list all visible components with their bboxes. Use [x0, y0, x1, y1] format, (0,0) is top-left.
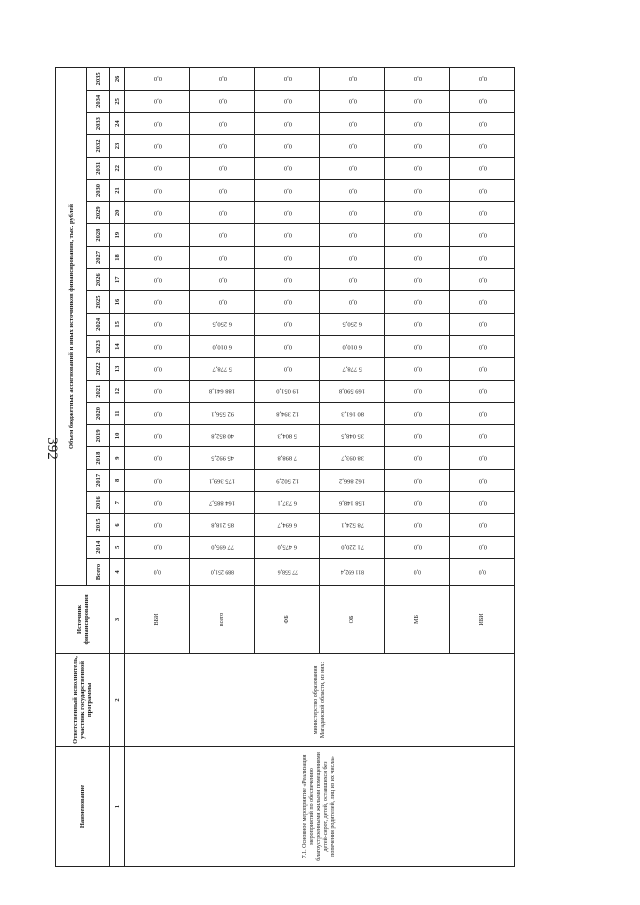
- year-value-cell: 0,0: [450, 469, 515, 491]
- year-value-cell: 0,0: [125, 90, 190, 112]
- year-value-cell: 0,0: [450, 179, 515, 201]
- year-value-cell: 0,0: [125, 291, 190, 313]
- year-value-cell: 0,0: [255, 291, 320, 313]
- year-header: 2021: [87, 380, 110, 402]
- column-number: 4: [110, 558, 125, 585]
- year-value-cell: 85 218,8: [190, 514, 255, 536]
- source-cell: ВБИ: [125, 585, 190, 653]
- column-number: 13: [110, 358, 125, 380]
- column-number: 3: [110, 585, 125, 653]
- year-value-cell: 0,0: [125, 68, 190, 91]
- year-value-cell: 0,0: [125, 536, 190, 558]
- year-value-cell: 0,0: [385, 313, 450, 335]
- executor-cell: министерство образования Магаданской области, из них:: [125, 653, 515, 746]
- year-value-cell: 0,0: [450, 425, 515, 447]
- year-value-cell: 0,0: [125, 469, 190, 491]
- source-cell: МБ: [385, 585, 450, 653]
- year-value-cell: 0,0: [125, 514, 190, 536]
- year-value-cell: 0,0: [255, 313, 320, 335]
- column-number: 9: [110, 447, 125, 469]
- table-row: [125, 68, 190, 867]
- year-header: Всего: [87, 558, 110, 585]
- year-value-cell: 0,0: [190, 90, 255, 112]
- year-value-cell: 40 852,8: [190, 425, 255, 447]
- year-value-cell: 0,0: [320, 135, 385, 157]
- year-value-cell: 0,0: [450, 68, 515, 91]
- column-number: 14: [110, 335, 125, 357]
- year-value-cell: 0,0: [125, 492, 190, 514]
- year-value-cell: 0,0: [255, 358, 320, 380]
- column-number: 23: [110, 135, 125, 157]
- header-source: Источник финансирования: [56, 585, 110, 653]
- year-value-cell: 0,0: [385, 179, 450, 201]
- year-value-cell: 78 524,1: [320, 514, 385, 536]
- year-value-cell: 0,0: [385, 358, 450, 380]
- year-value-cell: 0,0: [190, 157, 255, 179]
- year-value-cell: 175 369,1: [190, 469, 255, 491]
- year-value-cell: 0,0: [385, 425, 450, 447]
- year-header: 2018: [87, 447, 110, 469]
- year-value-cell: 0,0: [385, 157, 450, 179]
- year-value-cell: 0,0: [385, 291, 450, 313]
- year-value-cell: 80 161,3: [320, 402, 385, 424]
- year-value-cell: 0,0: [125, 224, 190, 246]
- column-number: 2: [110, 653, 125, 746]
- year-value-cell: 71 220,0: [320, 536, 385, 558]
- year-value-cell: 0,0: [385, 224, 450, 246]
- year-header: 2023: [87, 335, 110, 357]
- year-value-cell: 0,0: [320, 90, 385, 112]
- year-value-cell: 38 093,7: [320, 447, 385, 469]
- column-number: 6: [110, 514, 125, 536]
- year-value-cell: 45 992,5: [190, 447, 255, 469]
- column-number: 25: [110, 90, 125, 112]
- total-value-cell: 889 251,0: [190, 558, 255, 585]
- year-value-cell: 0,0: [450, 224, 515, 246]
- year-value-cell: 0,0: [450, 135, 515, 157]
- year-header: 2019: [87, 425, 110, 447]
- year-header: 2032: [87, 135, 110, 157]
- year-value-cell: 0,0: [190, 202, 255, 224]
- year-value-cell: 5 804,3: [255, 425, 320, 447]
- header-funding: Объем бюджетных ассигнований и иных источников финансирования, тыс. рублей: [56, 68, 87, 586]
- year-value-cell: 0,0: [450, 358, 515, 380]
- year-value-cell: 0,0: [320, 224, 385, 246]
- year-header: 2035: [87, 68, 110, 91]
- year-value-cell: 0,0: [385, 335, 450, 357]
- year-value-cell: 0,0: [320, 269, 385, 291]
- year-value-cell: 0,0: [385, 202, 450, 224]
- year-value-cell: 0,0: [385, 68, 450, 91]
- year-value-cell: 0,0: [320, 179, 385, 201]
- year-value-cell: 0,0: [190, 179, 255, 201]
- year-value-cell: 0,0: [450, 246, 515, 268]
- year-value-cell: 0,0: [385, 492, 450, 514]
- year-value-cell: 0,0: [190, 68, 255, 91]
- year-value-cell: 0,0: [450, 291, 515, 313]
- year-value-cell: 158 148,6: [320, 492, 385, 514]
- source-cell: ФБ: [255, 585, 320, 653]
- year-value-cell: 0,0: [450, 402, 515, 424]
- year-header: 2029: [87, 202, 110, 224]
- header-name: Наименование: [56, 746, 110, 866]
- year-value-cell: 0,0: [450, 335, 515, 357]
- year-header: 2022: [87, 358, 110, 380]
- year-value-cell: 0,0: [450, 313, 515, 335]
- total-value-cell: 0,0: [385, 558, 450, 585]
- column-number: 7: [110, 492, 125, 514]
- column-number: 17: [110, 269, 125, 291]
- year-value-cell: 0,0: [450, 514, 515, 536]
- year-value-cell: 0,0: [450, 447, 515, 469]
- year-header: 2034: [87, 90, 110, 112]
- column-number: 12: [110, 380, 125, 402]
- year-value-cell: 0,0: [125, 246, 190, 268]
- source-cell: ИБИ: [450, 585, 515, 653]
- year-value-cell: 0,0: [125, 447, 190, 469]
- year-value-cell: 0,0: [255, 113, 320, 135]
- year-value-cell: 0,0: [125, 313, 190, 335]
- year-value-cell: 0,0: [385, 402, 450, 424]
- table-wrapper: [55, 67, 515, 867]
- year-value-cell: 0,0: [190, 291, 255, 313]
- year-value-cell: 0,0: [190, 269, 255, 291]
- year-value-cell: 169 590,8: [320, 380, 385, 402]
- year-value-cell: 162 866,2: [320, 469, 385, 491]
- year-value-cell: 0,0: [190, 135, 255, 157]
- year-value-cell: 0,0: [385, 514, 450, 536]
- year-value-cell: 6 250,5: [320, 313, 385, 335]
- year-value-cell: 0,0: [385, 113, 450, 135]
- year-value-cell: 0,0: [320, 202, 385, 224]
- year-value-cell: 0,0: [450, 202, 515, 224]
- year-value-cell: 164 885,7: [190, 492, 255, 514]
- year-value-cell: 0,0: [125, 402, 190, 424]
- year-value-cell: 12 394,8: [255, 402, 320, 424]
- year-value-cell: 0,0: [385, 269, 450, 291]
- year-value-cell: 0,0: [125, 358, 190, 380]
- year-value-cell: 0,0: [125, 157, 190, 179]
- year-header: 2025: [87, 291, 110, 313]
- year-value-cell: 0,0: [450, 90, 515, 112]
- year-value-cell: 0,0: [255, 90, 320, 112]
- column-number: 24: [110, 113, 125, 135]
- year-header: 2033: [87, 113, 110, 135]
- source-cell: ОБ: [320, 585, 385, 653]
- year-header: 2028: [87, 224, 110, 246]
- year-value-cell: 0,0: [385, 469, 450, 491]
- year-value-cell: 0,0: [255, 335, 320, 357]
- header-executor: Ответственный исполнитель, участник государственной программы: [56, 653, 110, 746]
- year-value-cell: 0,0: [385, 135, 450, 157]
- column-number: 16: [110, 291, 125, 313]
- page-number: 392: [43, 437, 60, 460]
- year-value-cell: 0,0: [190, 246, 255, 268]
- column-number: 15: [110, 313, 125, 335]
- measure-name-cell: 7.1. Основное мероприятие «Реализация мероприятий по обеспечению благоустроенными жилыми помещениями детей-сирот, детей, оставшихся без попечения родителей, лиц из их числа»: [125, 746, 515, 866]
- year-value-cell: 0,0: [255, 179, 320, 201]
- year-value-cell: 6 010,0: [190, 335, 255, 357]
- budget-table: [55, 67, 515, 867]
- year-value-cell: 6 010,0: [320, 335, 385, 357]
- year-value-cell: 0,0: [125, 269, 190, 291]
- year-value-cell: 0,0: [450, 380, 515, 402]
- column-number: 10: [110, 425, 125, 447]
- column-number: 1: [110, 746, 125, 866]
- year-value-cell: 0,0: [450, 157, 515, 179]
- year-header: 2015: [87, 514, 110, 536]
- column-number: 22: [110, 157, 125, 179]
- year-value-cell: 0,0: [125, 425, 190, 447]
- total-value-cell: 0,0: [125, 558, 190, 585]
- year-value-cell: 0,0: [385, 246, 450, 268]
- year-value-cell: 5 778,7: [190, 358, 255, 380]
- year-header: 2020: [87, 402, 110, 424]
- table-body: [125, 68, 515, 867]
- year-value-cell: 0,0: [385, 380, 450, 402]
- year-value-cell: 0,0: [320, 246, 385, 268]
- year-value-cell: 0,0: [450, 113, 515, 135]
- column-number: 21: [110, 179, 125, 201]
- year-header: 2027: [87, 246, 110, 268]
- year-value-cell: 0,0: [125, 113, 190, 135]
- source-cell: всего: [190, 585, 255, 653]
- year-value-cell: 0,0: [385, 447, 450, 469]
- column-number: 18: [110, 246, 125, 268]
- year-value-cell: 188 641,8: [190, 380, 255, 402]
- year-value-cell: 0,0: [125, 202, 190, 224]
- year-value-cell: 6 694,7: [255, 514, 320, 536]
- year-header: 2016: [87, 492, 110, 514]
- column-number: 19: [110, 224, 125, 246]
- column-number: 26: [110, 68, 125, 91]
- year-value-cell: 0,0: [320, 157, 385, 179]
- year-value-cell: 0,0: [125, 335, 190, 357]
- year-value-cell: 0,0: [320, 113, 385, 135]
- year-value-cell: 0,0: [255, 202, 320, 224]
- year-header: 2031: [87, 157, 110, 179]
- year-value-cell: 92 556,1: [190, 402, 255, 424]
- total-value-cell: 0,0: [450, 558, 515, 585]
- column-number: 5: [110, 536, 125, 558]
- column-number-row: [110, 68, 125, 867]
- year-value-cell: 6 250,5: [190, 313, 255, 335]
- year-value-cell: 0,0: [450, 269, 515, 291]
- year-header: 2017: [87, 469, 110, 491]
- year-value-cell: 0,0: [450, 536, 515, 558]
- year-value-cell: 0,0: [385, 90, 450, 112]
- year-value-cell: 7 898,8: [255, 447, 320, 469]
- year-value-cell: 0,0: [450, 492, 515, 514]
- year-value-cell: 0,0: [125, 380, 190, 402]
- year-header: 2014: [87, 536, 110, 558]
- column-number: 20: [110, 202, 125, 224]
- year-value-cell: 0,0: [125, 179, 190, 201]
- year-value-cell: 0,0: [190, 224, 255, 246]
- year-value-cell: 0,0: [255, 224, 320, 246]
- year-value-cell: 0,0: [255, 269, 320, 291]
- year-value-cell: 0,0: [190, 113, 255, 135]
- year-value-cell: 77 695,0: [190, 536, 255, 558]
- column-number: 8: [110, 469, 125, 491]
- year-value-cell: 35 048,5: [320, 425, 385, 447]
- year-value-cell: 6 475,0: [255, 536, 320, 558]
- year-value-cell: 6 737,1: [255, 492, 320, 514]
- year-value-cell: 0,0: [255, 68, 320, 91]
- year-value-cell: 0,0: [385, 536, 450, 558]
- year-value-cell: 0,0: [320, 68, 385, 91]
- year-value-cell: 0,0: [255, 157, 320, 179]
- total-value-cell: 811 692,4: [320, 558, 385, 585]
- column-number: 11: [110, 402, 125, 424]
- year-value-cell: 5 778,7: [320, 358, 385, 380]
- year-value-cell: 19 051,0: [255, 380, 320, 402]
- year-value-cell: 0,0: [255, 246, 320, 268]
- total-value-cell: 77 558,6: [255, 558, 320, 585]
- year-value-cell: 0,0: [125, 135, 190, 157]
- year-value-cell: 12 502,9: [255, 469, 320, 491]
- year-value-cell: 0,0: [320, 291, 385, 313]
- year-header: 2024: [87, 313, 110, 335]
- year-header: 2026: [87, 269, 110, 291]
- year-header: 2030: [87, 179, 110, 201]
- year-value-cell: 0,0: [255, 135, 320, 157]
